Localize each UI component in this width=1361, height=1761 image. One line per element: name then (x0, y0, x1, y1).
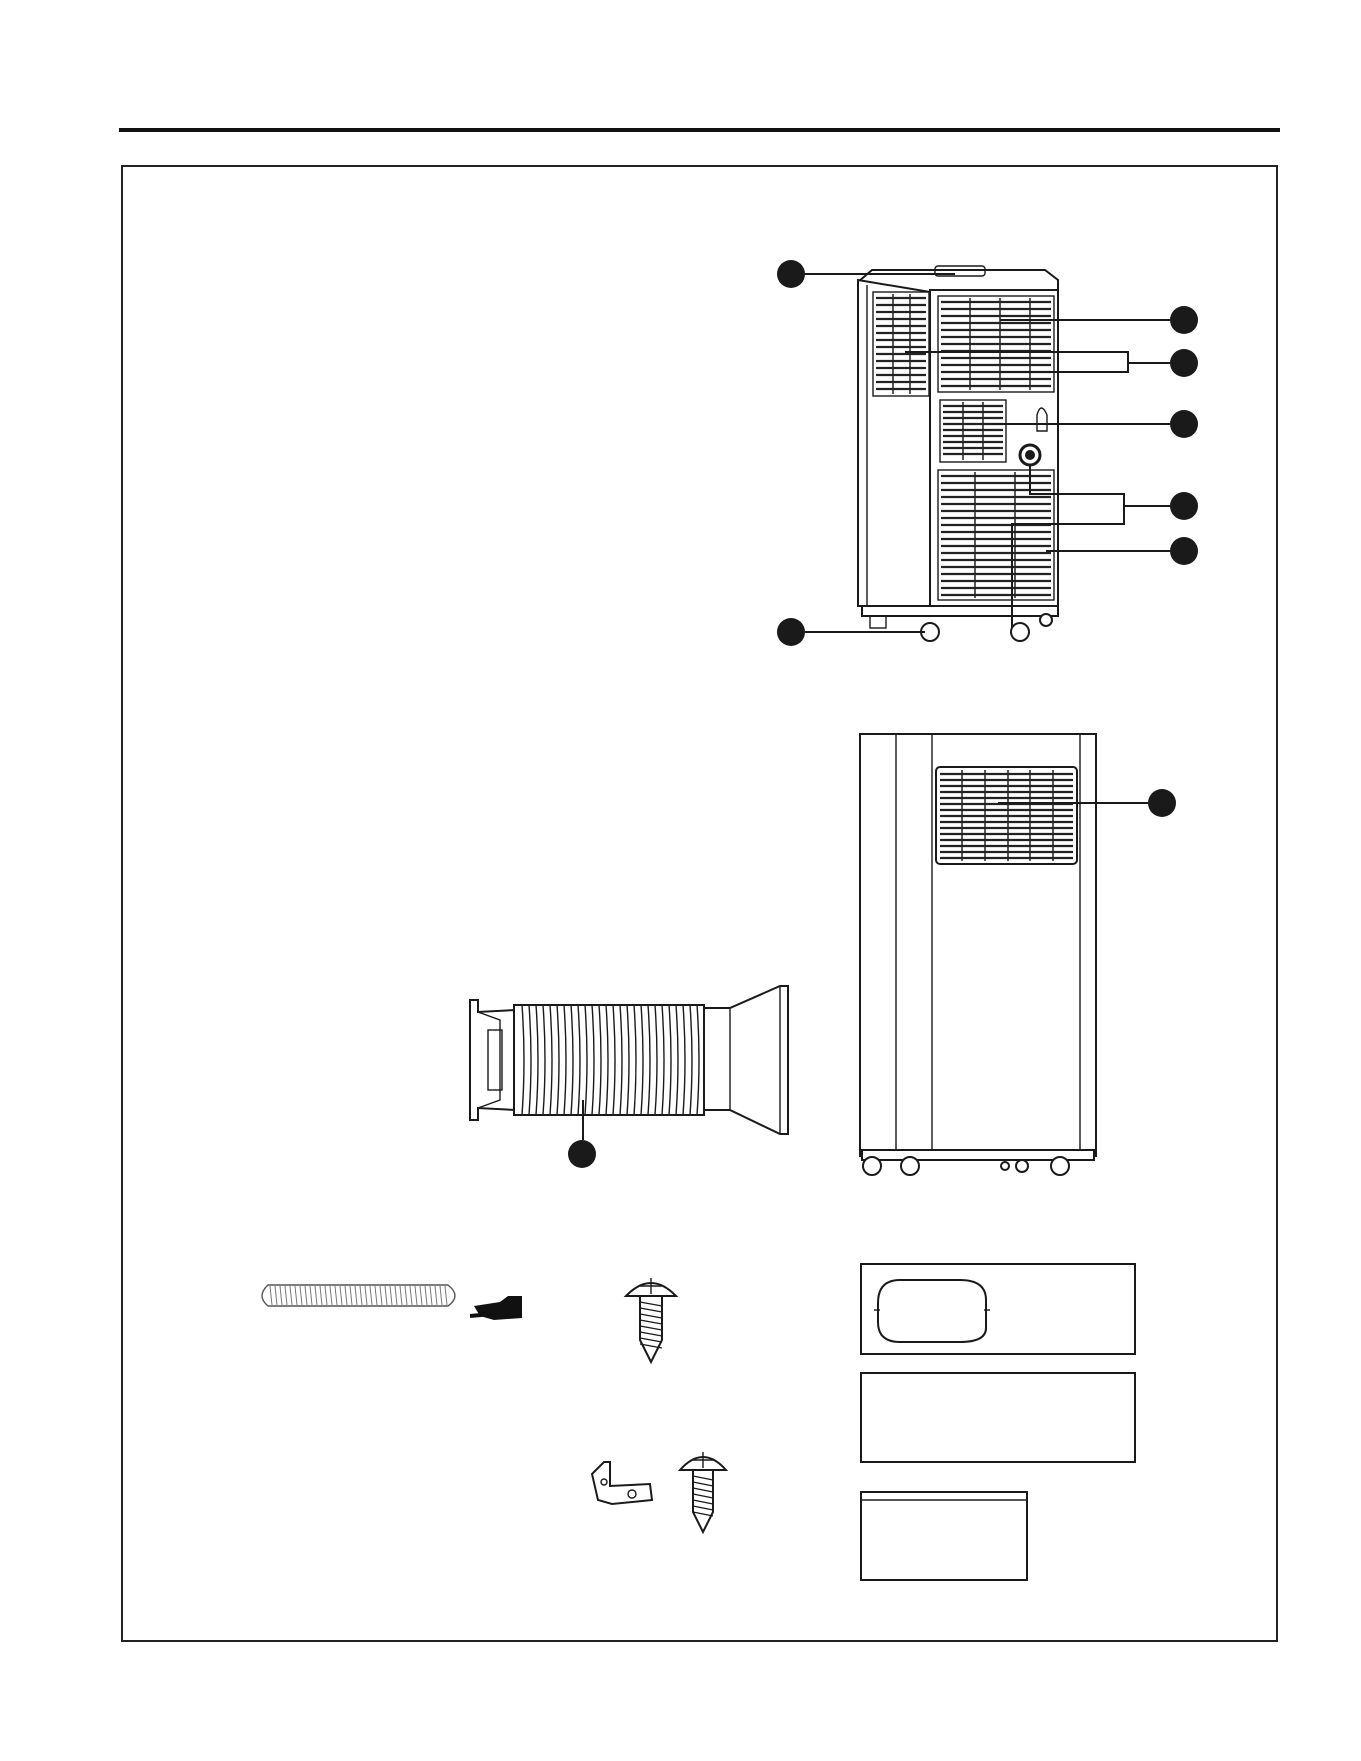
callout-marker (777, 260, 805, 288)
rear-casters (870, 614, 1052, 641)
callout-marker (1170, 492, 1198, 520)
drain-hose (262, 1285, 522, 1320)
front-air-outlet (936, 767, 1077, 864)
callout-marker (1170, 537, 1198, 565)
bracket-screw-icon (680, 1452, 726, 1532)
screw-icon (626, 1278, 676, 1362)
window-panel-with-opening (861, 1264, 1135, 1354)
exhaust-hose (470, 986, 788, 1134)
callout-marker (1170, 410, 1198, 438)
pointing-hand-icon (470, 1296, 522, 1320)
callout-marker (1170, 306, 1198, 334)
rear-view-unit (858, 266, 1058, 641)
callout-marker (777, 618, 805, 646)
bracket-icon (592, 1462, 652, 1504)
callout-marker (568, 1140, 596, 1168)
callout-marker (1148, 789, 1176, 817)
callout-marker (1170, 349, 1198, 377)
window-panel-plain (861, 1373, 1135, 1462)
window-panel-short (861, 1492, 1027, 1580)
front-view-unit (860, 734, 1096, 1175)
